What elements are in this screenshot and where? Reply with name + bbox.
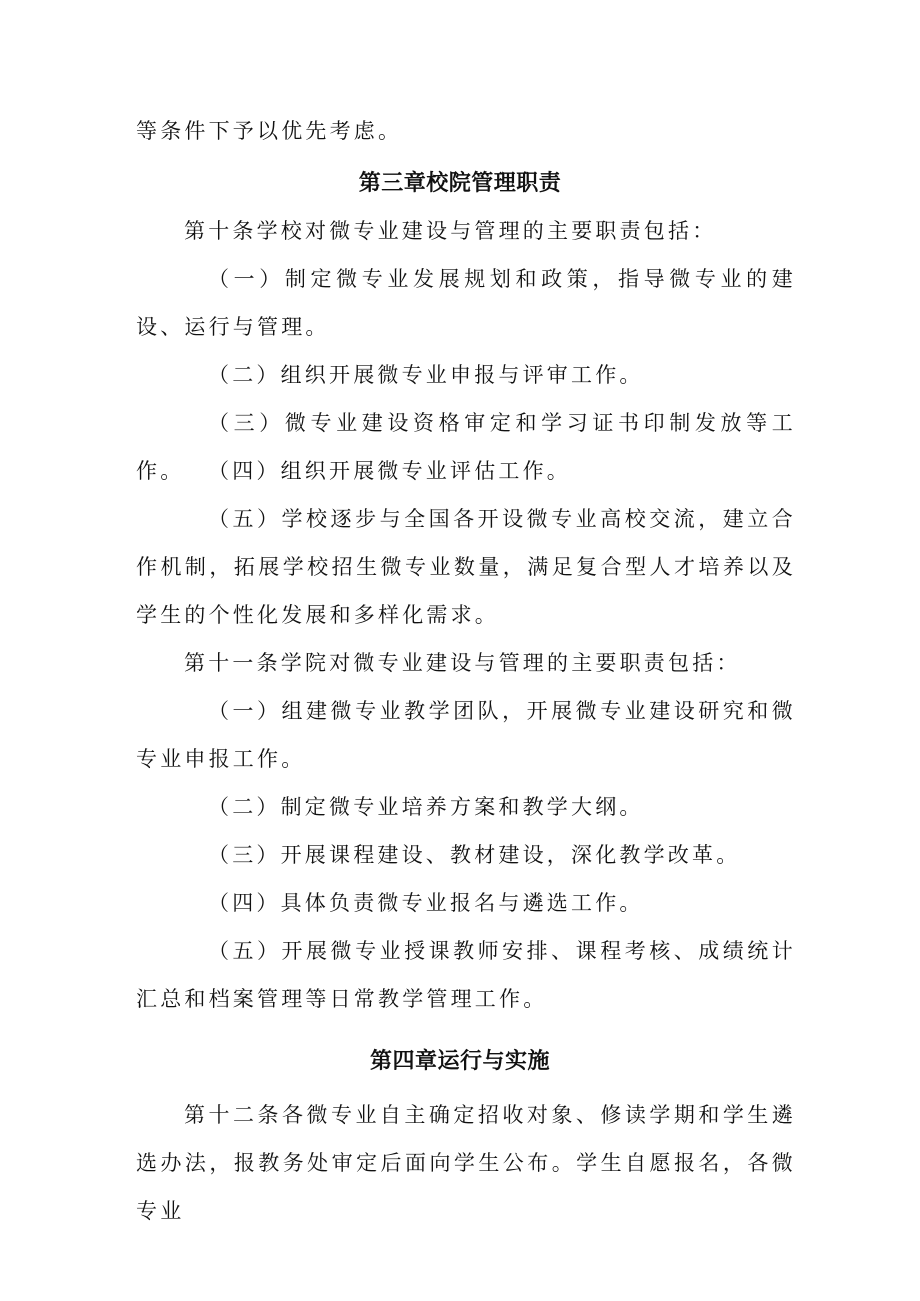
article-10-item-2: （二）组织开展微专业申报与评审工作。 bbox=[208, 363, 644, 387]
article-10-item-3: （三）微专业建设资格审定和学习证书印制发放等工作。 bbox=[136, 411, 796, 483]
article-11-item-4: （四）具体负责微专业报名与遴选工作。 bbox=[208, 891, 644, 915]
article-11-item-5: （五）开展微专业授课教师安排、课程考核、成绩统计汇总和档案管理等日常教学管理工作。 bbox=[136, 939, 796, 1011]
article-10: 第十条学校对微专业建设与管理的主要职责包括： bbox=[184, 219, 717, 243]
chapter-4-heading: 第四章运行与实施 bbox=[369, 1049, 550, 1074]
article-12: 第十二条各微专业自主确定招收对象、修读学期和学生遴选办法，报教务处审定后面向学生公布。学生自愿报名，各微专业 bbox=[136, 1103, 796, 1223]
article-10-item-4: （四）组织开展微专业评估工作。 bbox=[208, 459, 571, 483]
article-11: 第十一条学院对微专业建设与管理的主要职责包括： bbox=[184, 651, 741, 675]
chapter-3-heading: 第三章校院管理职责 bbox=[358, 171, 562, 196]
article-11-item-1: （一）组建微专业教学团队，开展微专业建设研究和微专业申报工作。 bbox=[136, 699, 796, 771]
paragraph-continuation: 等条件下予以优先考虑。 bbox=[136, 119, 403, 143]
article-11-item-3: （三）开展课程建设、教材建设，深化教学改革。 bbox=[208, 843, 741, 867]
article-10-item-1: （一）制定微专业发展规划和政策，指导微专业的建设、运行与管理。 bbox=[136, 267, 796, 339]
article-11-item-2: （二）制定微专业培养方案和教学大纲。 bbox=[208, 795, 644, 819]
article-10-item-5: （五）学校逐步与全国各开设微专业高校交流，建立合作机制，拓展学校招生微专业数量，满足复合型人才培养以及学生的个性化发展和多样化需求。 bbox=[136, 507, 796, 627]
